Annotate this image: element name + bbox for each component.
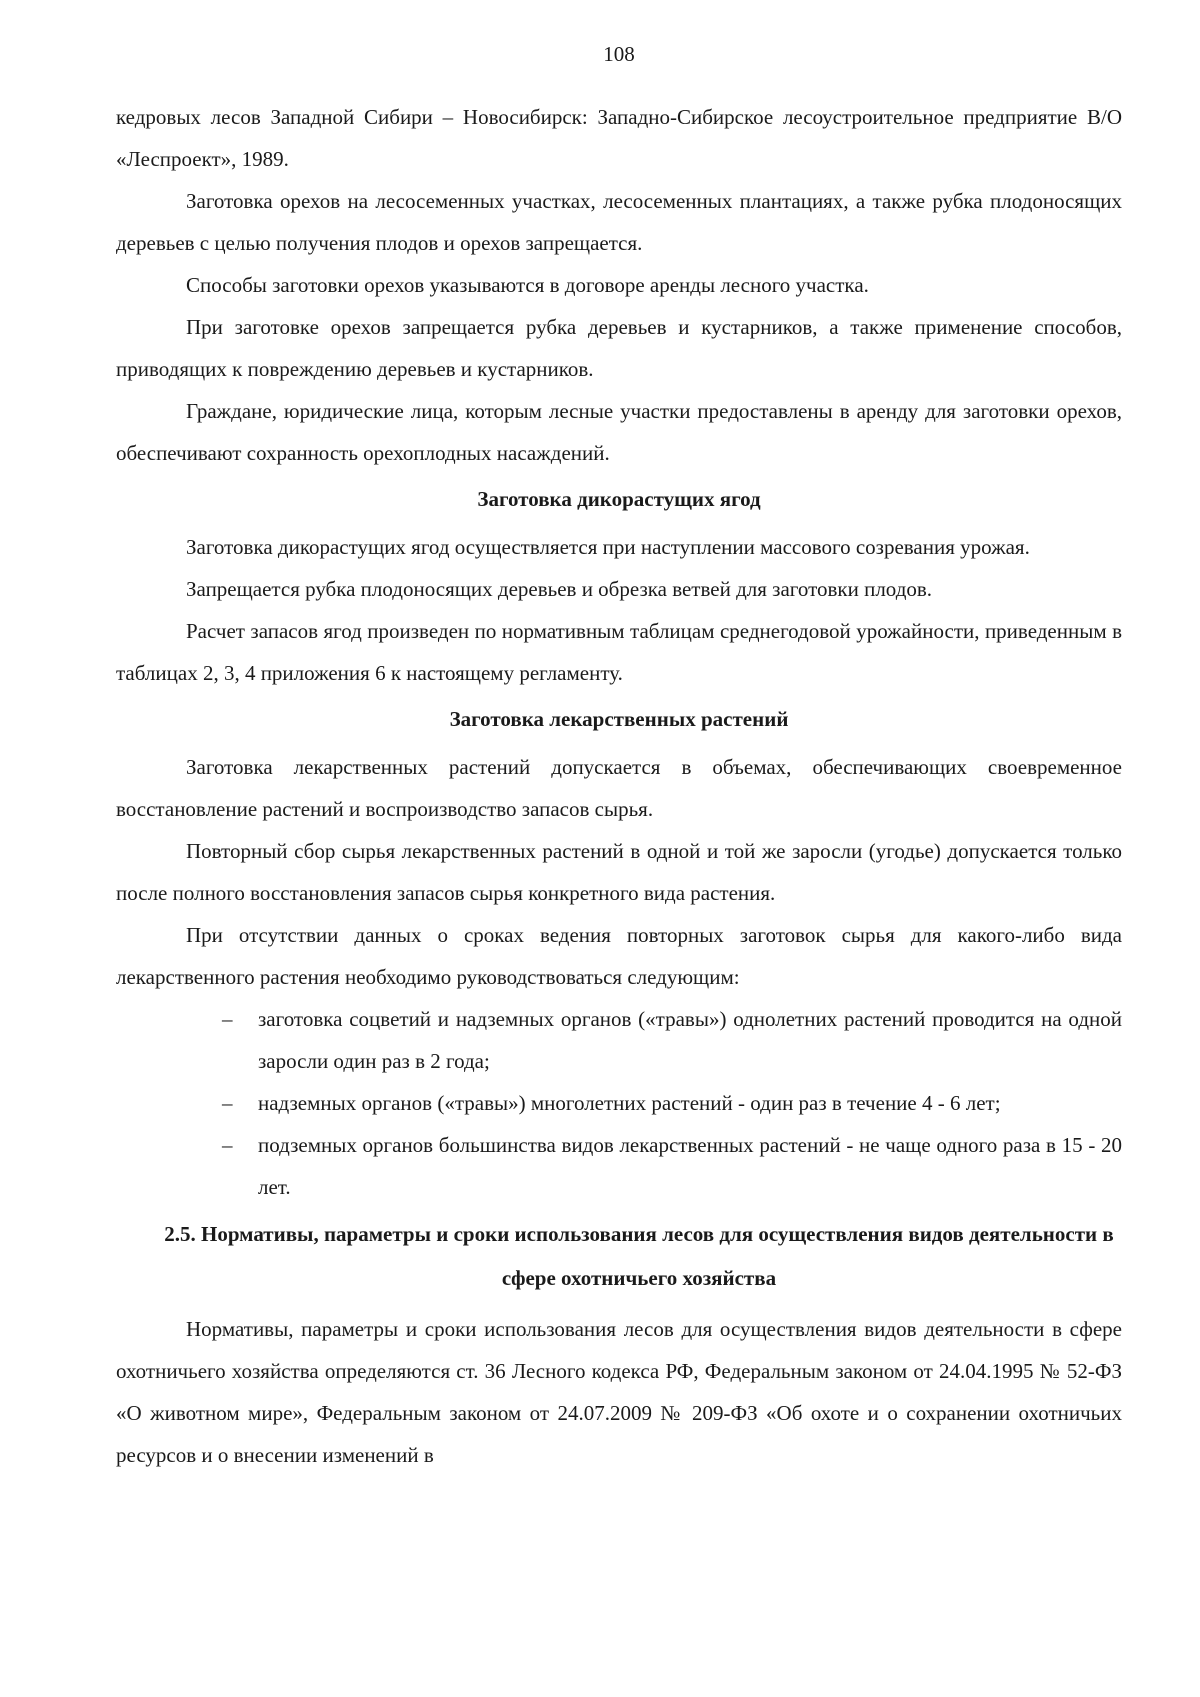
heading-medicinal-plants: Заготовка лекарственных растений <box>449 707 789 731</box>
medicinal-harvest-intervals-list <box>116 998 1122 1208</box>
list-dash: – <box>222 1133 233 1157</box>
paragraph-nut-harvest-restrictions: При заготовке орехов запрещается рубка деревьев и кустарников, а также применение способов, приводящих к повреждению деревьев и кустарников. <box>116 315 1122 381</box>
list-item-text: надземных органов («травы») многолетних растений - один раз в течение 4 - 6 лет; <box>258 1091 1001 1115</box>
list-item-text: подземных органов большинства видов лекарственных растений - не чаще одного раза в 15 - 20 лет. <box>258 1133 1122 1199</box>
paragraph-nut-harvest-prohibition: Заготовка орехов на лесосеменных участках, лесосеменных плантациях, а также рубка плодоносящих деревьев с целью получения плодов и орехов запрещается. <box>116 189 1122 255</box>
list-dash: – <box>222 1091 233 1115</box>
paragraph-hunting-regulations: Нормативы, параметры и сроки использования лесов для осуществления видов деятельности в сфере охотничьего хозяйства определяются ст. 36 Лесного кодекса РФ, Федеральным законом от 24.04.1995 № 52-ФЗ «О животном мире», Федеральным законом от 24.07.2009 № 209-ФЗ «Об охоте и о сохранении охотничьих ресурсов и о внесении изменений в <box>116 1317 1122 1467</box>
list-item-text: заготовка соцветий и надземных органов («травы») однолетних растений проводится на одной заросли один раз в 2 года; <box>258 1007 1122 1073</box>
list-item <box>116 998 1122 1082</box>
paragraph-berry-harvest-prohibition: Запрещается рубка плодоносящих деревьев и обрезка ветвей для заготовки плодов. <box>186 577 933 601</box>
paragraph-nut-tenants-obligations: Граждане, юридические лица, которым лесные участки предоставлены в аренду для заготовки орехов, обеспечивают сохранность орехоплодных насаждений. <box>116 399 1122 465</box>
paragraph-berry-reserves: Расчет запасов ягод произведен по нормативным таблицам среднегодовой урожайности, приведенным в таблицах 2, 3, 4 приложения 6 к настоящему регламенту. <box>116 619 1122 685</box>
paragraph-medicinal-volumes: Заготовка лекарственных растений допускается в объемах, обеспечивающих своевременное восстановление растений и воспроизводство запасов сырья. <box>116 755 1122 821</box>
paragraph-medicinal-repeat-harvest: Повторный сбор сырья лекарственных растений в одной и той же заросли (угодье) допускается только после полного восстановления запасов сырья конкретного вида растения. <box>116 839 1122 905</box>
heading-wild-berries: Заготовка дикорастущих ягод <box>477 487 761 511</box>
paragraph-medicinal-guidance: При отсутствии данных о сроках ведения повторных заготовок сырья для какого-либо вида лекарственного растения необходимо руководствоваться следующим: <box>116 923 1122 989</box>
list-item <box>116 1124 1122 1208</box>
page-number: 108 <box>603 42 635 66</box>
paragraph-berry-harvest-timing: Заготовка дикорастущих ягод осуществляется при наступлении массового созревания урожая. <box>186 535 1030 559</box>
list-item <box>116 1082 1122 1124</box>
list-dash: – <box>222 1007 233 1031</box>
paragraph-citation-continuation: кедровых лесов Западной Сибири – Новосибирск: Западно-Сибирское лесоустроительное предприятие В/О «Леспроект», 1989. <box>116 105 1122 171</box>
paragraph-nut-harvest-methods: Способы заготовки орехов указываются в договоре аренды лесного участка. <box>186 273 869 297</box>
heading-section-2-5-hunting: 2.5. Нормативы, параметры и сроки использования лесов для осуществления видов деятельности в сфере охотничьего хозяйства <box>164 1222 1114 1290</box>
